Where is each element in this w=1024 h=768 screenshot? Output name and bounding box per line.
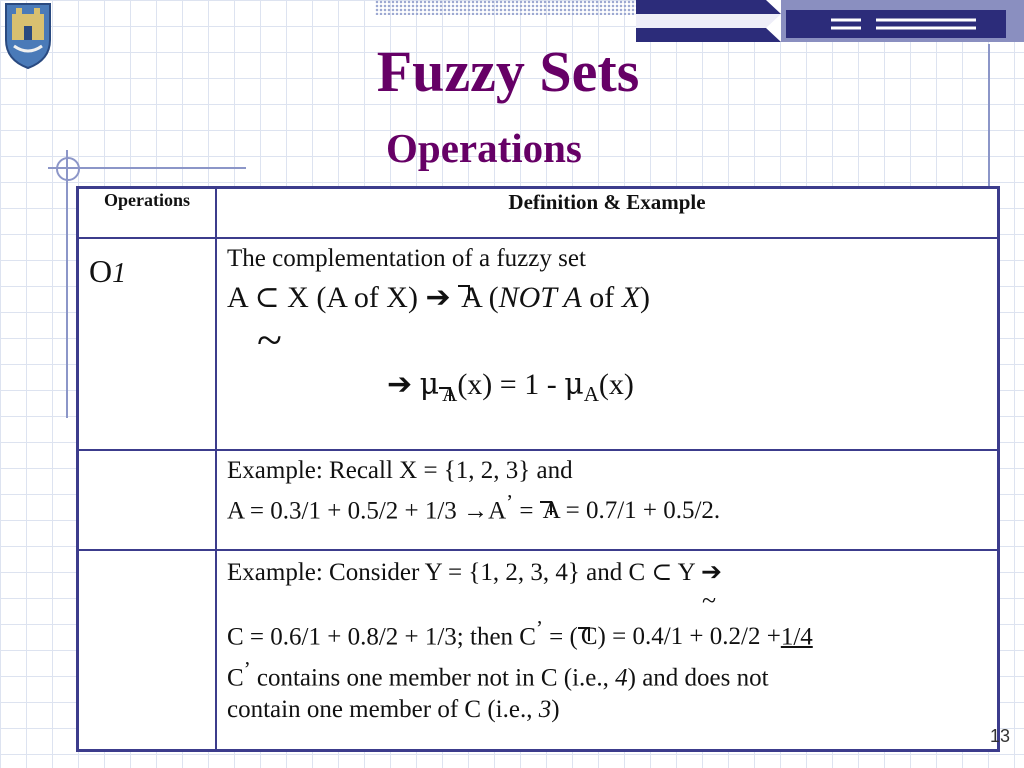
definition-cell — [216, 238, 999, 450]
definition-text: The complementation of a fuzzy set — [227, 245, 586, 272]
tilde-symbol: ~ — [257, 313, 282, 365]
slide-title: Fuzzy Sets — [376, 39, 640, 104]
table-header-row — [78, 188, 999, 239]
example-2-cell — [216, 550, 999, 750]
example-1-cell — [216, 450, 999, 550]
definition-statement: A ⊂ X (A of X) ➔ A (NOT A of X) — [227, 280, 651, 314]
example-2-line-3: C’ contains one member not in C (i.e., 4) and does not — [227, 657, 769, 692]
decor-line — [66, 150, 68, 418]
table-row — [78, 450, 999, 550]
empty-cell — [78, 450, 217, 550]
arrow-icon: ➔ — [425, 280, 451, 314]
arrow-icon: ➔ — [387, 367, 413, 401]
decor-circle — [56, 157, 80, 181]
dotted-decoration — [375, 0, 637, 15]
complement-formula: ➔ μ $_A(x) = 1 - \mu_A(x)$ — [387, 366, 634, 406]
example-2-line-2: C = 0.6/1 + 0.8/2 + 1/3; then C’ = ( C) = 0.4/1 + 0.2/2 +1/4 — [227, 615, 813, 650]
example-1-line-1: Example: Recall X = {1, 2, 3} and — [227, 457, 573, 484]
example-1-line-2: A = 0.3/1 + 0.5/2 + 1/3 →A’ = A = 0.7/1 + 0.5/2. — [227, 489, 721, 524]
operation-label: O1 — [78, 238, 217, 450]
slide-subtitle: Operations — [386, 125, 582, 171]
header-definition: Definition & Example — [216, 188, 999, 239]
empty-cell — [78, 550, 217, 750]
header-operations: Operations — [78, 188, 217, 239]
example-2-line-1: Example: Consider Y = {1, 2, 3, 4} and C ⊂ Y ➔ — [227, 559, 722, 586]
table-row — [78, 238, 999, 450]
header-banner — [636, 0, 1024, 42]
page-number: 13 — [990, 726, 1011, 746]
table-row — [78, 550, 999, 750]
tilde-symbol: ~ — [702, 585, 717, 615]
arrow-icon: → — [463, 496, 489, 524]
arrow-icon: ➔ — [701, 559, 722, 586]
operations-table — [76, 186, 1000, 752]
example-2-line-4: contain one member of C (i.e., 3) — [227, 696, 560, 724]
